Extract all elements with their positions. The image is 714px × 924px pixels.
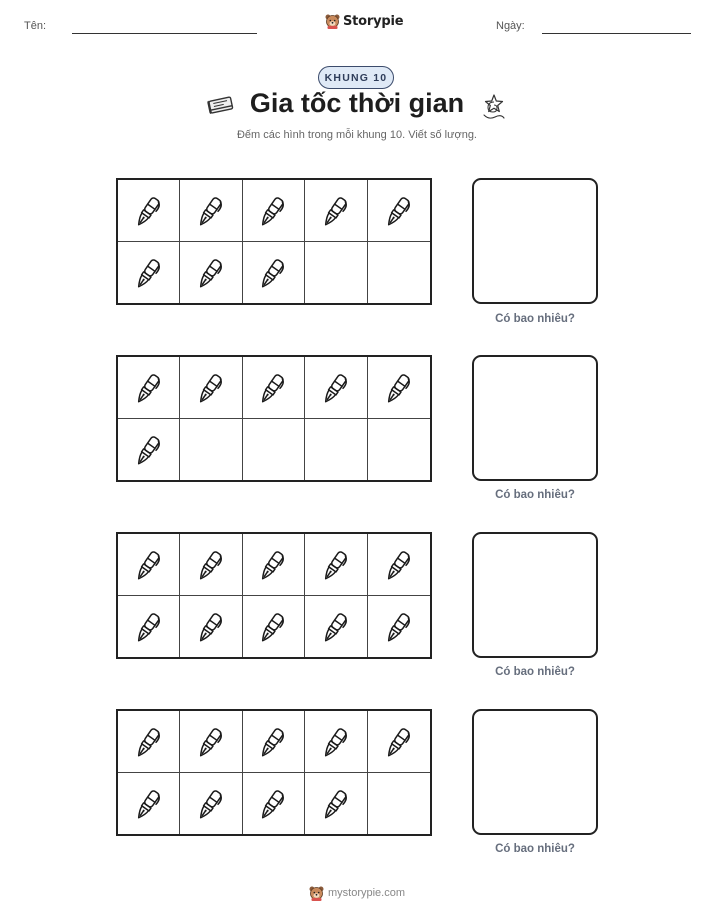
section-badge: KHUNG 10 (318, 66, 394, 89)
pen-icon (316, 603, 356, 649)
frame-cell (243, 242, 305, 304)
pen-icon (316, 187, 356, 233)
frame-cell (118, 596, 180, 658)
pen-icon (316, 541, 356, 587)
pen-icon (379, 364, 419, 410)
pen-icon (316, 364, 356, 410)
frame-cell (305, 773, 367, 835)
swirl-star-icon (481, 93, 507, 121)
frame-cell (118, 711, 180, 773)
bear-icon (309, 885, 324, 901)
pen-icon (191, 780, 231, 826)
frame-cell (368, 596, 430, 658)
frame-cell (118, 357, 180, 419)
frame-cell (243, 419, 305, 481)
ten-frame-4 (116, 709, 432, 836)
frame-cell (368, 773, 430, 835)
frame-cell (305, 711, 367, 773)
pen-icon (379, 541, 419, 587)
pen-icon (129, 541, 169, 587)
pen-icon (379, 718, 419, 764)
frame-cell (243, 357, 305, 419)
pen-icon (316, 718, 356, 764)
pen-icon (191, 718, 231, 764)
pen-icon (191, 187, 231, 233)
pen-icon (379, 187, 419, 233)
frame-cell (368, 242, 430, 304)
frame-cell (180, 534, 242, 596)
frame-cell (118, 534, 180, 596)
date-input-line[interactable] (542, 33, 691, 34)
ten-frame-3 (116, 532, 432, 659)
footer-url: mystorypie.com (327, 887, 406, 899)
frame-cell (180, 596, 242, 658)
page-title: Gia tốc thời gian (249, 88, 465, 118)
answer-box-1[interactable] (472, 178, 598, 304)
frame-cell (243, 534, 305, 596)
frame-cell (243, 596, 305, 658)
frame-cell (368, 357, 430, 419)
frame-cell (243, 180, 305, 242)
pen-icon (129, 249, 169, 295)
pen-icon (253, 541, 293, 587)
frame-cell (118, 180, 180, 242)
pen-icon (191, 603, 231, 649)
pen-icon (253, 780, 293, 826)
frame-cell (368, 711, 430, 773)
frame-cell (118, 419, 180, 481)
frame-cell (118, 773, 180, 835)
frame-cell (180, 773, 242, 835)
frame-cell (305, 596, 367, 658)
frame-cell (243, 711, 305, 773)
pen-icon (379, 603, 419, 649)
frame-cell (180, 419, 242, 481)
frame-cell (305, 242, 367, 304)
pen-icon (129, 718, 169, 764)
frame-cell (180, 357, 242, 419)
pen-icon (253, 603, 293, 649)
pen-icon (253, 718, 293, 764)
answer-box-4[interactable] (472, 709, 598, 835)
answer-label-4: Có bao nhiêu? (495, 843, 575, 855)
pen-icon (191, 249, 231, 295)
frame-cell (368, 180, 430, 242)
frame-cell (180, 180, 242, 242)
pen-icon (316, 780, 356, 826)
bear-icon (325, 13, 340, 29)
name-label: Tên: (24, 20, 47, 32)
pen-icon (129, 187, 169, 233)
footer (0, 885, 714, 901)
pen-icon (253, 187, 293, 233)
pen-icon (129, 364, 169, 410)
answer-box-2[interactable] (472, 355, 598, 481)
ten-frame-2 (116, 355, 432, 482)
name-input-line[interactable] (72, 33, 257, 34)
pen-icon (253, 364, 293, 410)
answer-box-3[interactable] (472, 532, 598, 658)
answer-label-1: Có bao nhiêu? (495, 313, 575, 325)
pen-icon (129, 603, 169, 649)
pen-icon (191, 541, 231, 587)
frame-cell (243, 773, 305, 835)
answer-label-3: Có bao nhiêu? (495, 666, 575, 678)
frame-cell (368, 534, 430, 596)
pen-icon (191, 364, 231, 410)
brand-name: Storypie (343, 13, 404, 29)
instructions: Đếm các hình trong mỗi khung 10. Viết số lượng. (236, 129, 477, 141)
ten-frame-1 (116, 178, 432, 305)
frame-cell (305, 534, 367, 596)
frame-cell (180, 711, 242, 773)
date-label: Ngày: (496, 20, 525, 32)
frame-cell (180, 242, 242, 304)
brand-logo (325, 13, 403, 29)
frame-cell (305, 180, 367, 242)
pen-icon (129, 426, 169, 472)
answer-label-2: Có bao nhiêu? (495, 489, 575, 501)
frame-cell (368, 419, 430, 481)
pen-icon (253, 249, 293, 295)
frame-cell (118, 242, 180, 304)
frame-cell (305, 357, 367, 419)
frame-cell (305, 419, 367, 481)
pen-icon (129, 780, 169, 826)
